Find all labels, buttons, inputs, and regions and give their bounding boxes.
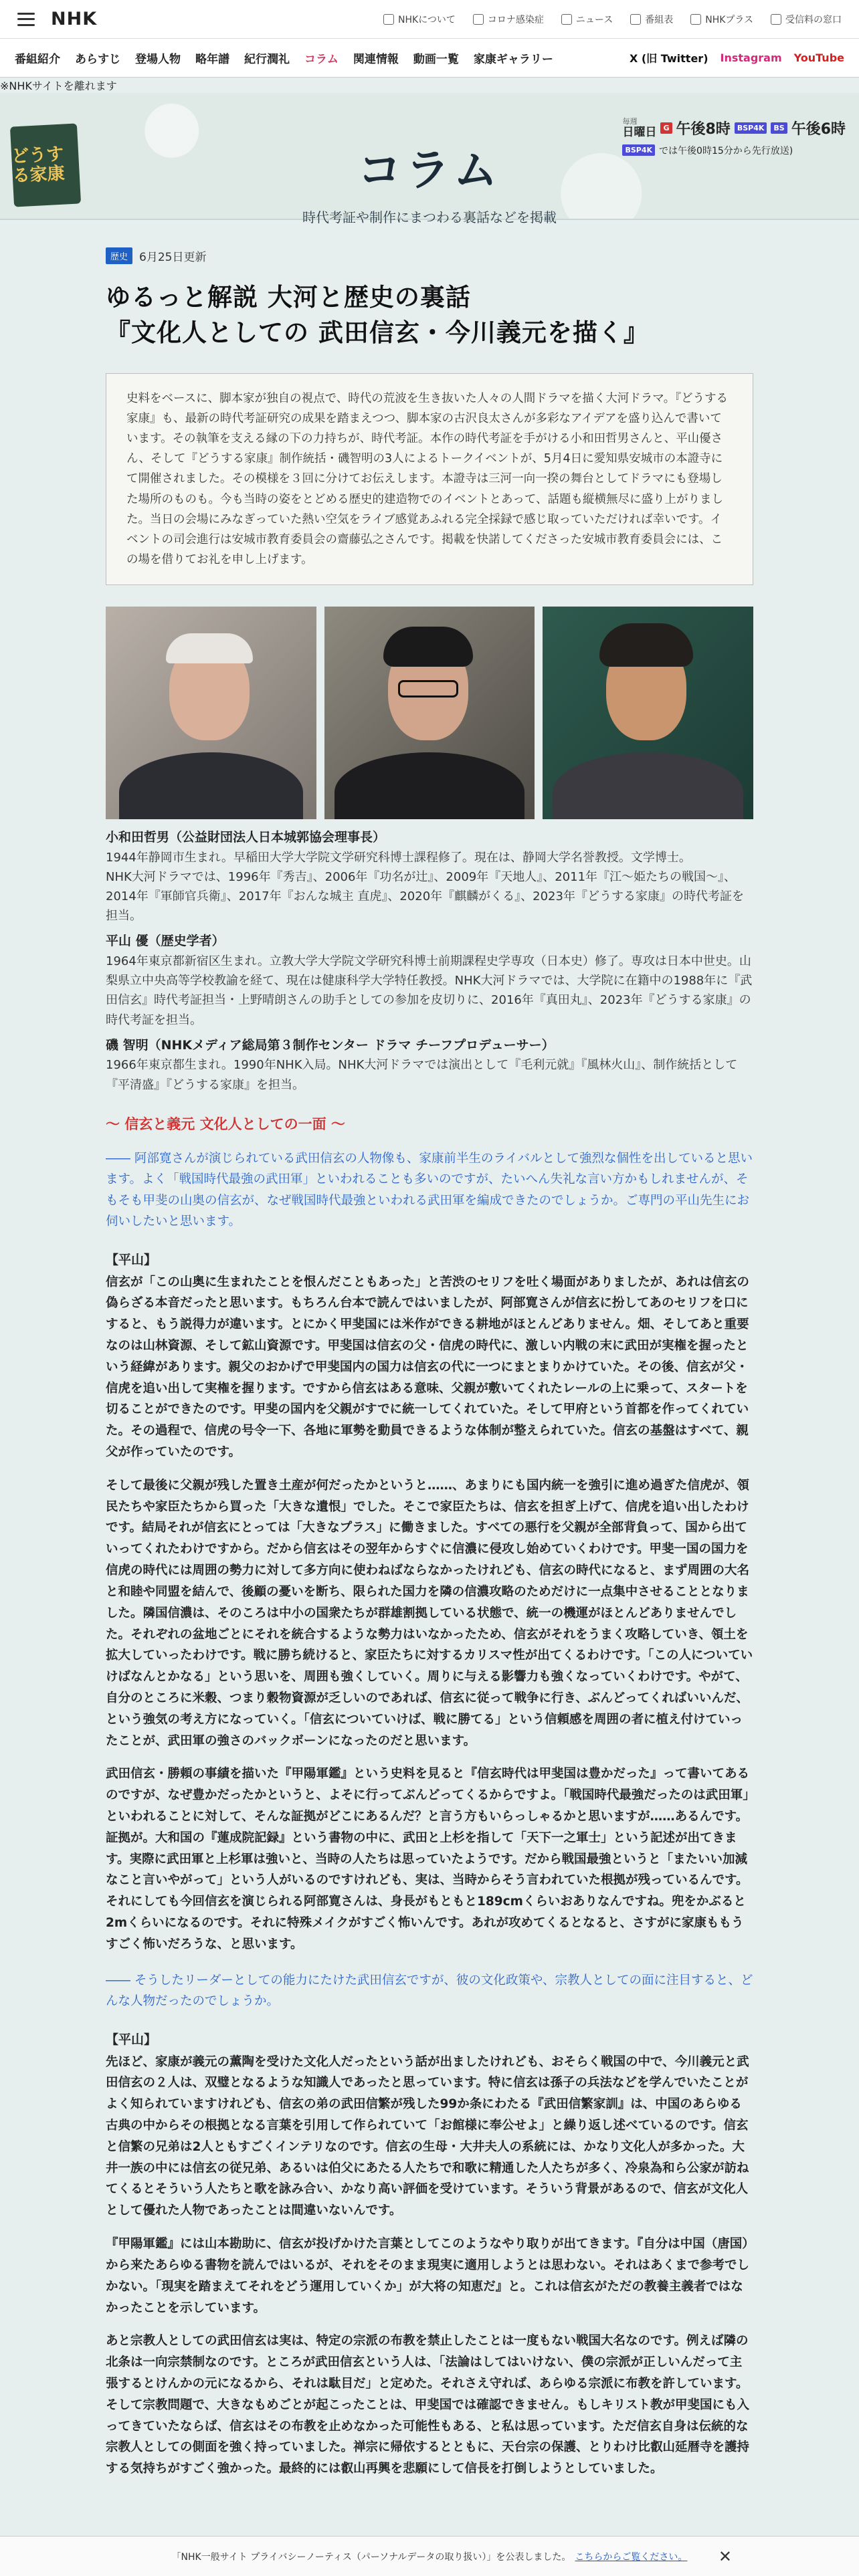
channel-bs-badge: BS [771,122,787,134]
page-title: コラム [357,144,502,196]
x-twitter-link[interactable]: X (旧 Twitter) [629,52,708,65]
photo-owada [106,607,316,819]
close-icon[interactable]: ✕ [718,2547,732,2566]
page-subtitle: 時代考証や制作にまつわる裏話などを掲載 [302,209,557,225]
menu-icon[interactable] [17,13,35,26]
link-icon [383,14,394,25]
program-logo[interactable]: どうする家康 [10,123,81,207]
link-covid[interactable]: コロナ感染症 [473,13,544,26]
answer-1-para-1: 信玄が「この山奥に生まれたことを恨んだこともあった」と苦渋のセリフを吐く場面がありましたが、あれは信玄の偽らざる本音だったと思います。もちろん台本で読んではいましたが、阿部寛さんが信玄に扮してあのセリフを口にすると、もう説得力が違います。とにかく甲斐国には米作ができる耕地がほとんどありません。畑、そしてあと重要なのは山林資源、そして鉱山資源です。甲斐国は信玄の父・信虎の時代に、激しい内戦の末に武田が実権を握ったという経緯があります。親父のおかげで甲斐国内の国力は信玄の代に一つにまとまりかけていた。その後、信玄が父・信虎を追い出して実権を握ります。ですから信玄はある意味、父親が敷いてくれたレールの上に乗って、スタートを切ることができたのです。甲斐の国内を父親がすでに統一してくれていた。そして甲府という首都を作ってくれていた。その過程で、信虎の号令一下、各地に軍勢を動員できるような体制が整えられていた。信玄の基盤はすべて、親父が作っていたのです。 [106,1275,749,1460]
answer-2-para-1: 先ほど、家康が義元の薫陶を受けた文化人だったという話が出ましたけれども、おそらく戦国の中で、今川義元と武田信玄の２人は、双璧となるような知識人であったと思っています。特に信玄は孫子の兵法などを学んでいたことがよく知られていますけれども、信玄の弟の武田信繁が残した99か条にわたる『武田信繁家訓』は、中国のあらゆる古典の中からその根拠となる言葉を引用して作られていて「お館様に奉公せよ」と繰り返し述べているのです。信玄と信繁の兄弟は2人ともすごくインテリなのです。信玄の生母・大井夫人の系統には、かなり文化人が多かった。大井一族の中には信玄の従兄弟、あるいは伯父にあたる人たちで和歌に精通した人たちが多く、冷泉為和ら公家が訪ねてくるとそういう人たちと歌を詠み合い、かなり高い評価を受けています。そういう背景があるので、信玄が文化人として優れた人物であったことは間違いないんです。 [106,2054,749,2218]
broadcast-schedule: 毎週 日曜日 G 午後8時 BSP4K BS 午後6時 BSP4K では午後0時15分から先行放送) [622,117,846,156]
nhk-logo[interactable]: NHK [51,9,98,29]
link-about-nhk[interactable]: NHKについて [383,13,456,26]
answer-1-para-2: そして最後に父親が残した置き土産が何だったかというと……、あまりにも国内統一を強引に進め過ぎた信虎が、領民たちや家臣たちから買った「大きな遺恨」でした。そこで家臣たちは、信玄を担ぎ上げて、信虎を追い出したわけです。結局それが信玄にとっては「大きなプラス」に働きました。すべての悪行を父親が全部背負って、国から出ていってくれたわけですから。だから信玄はその翌年からすぐに信濃に侵攻し始めていくわけです。甲斐一国の国力を信虎の時代には周囲の勢力に対して多方向に使わねばならなかったけれども、信玄の時代になると、まず周囲の大名と和睦や同盟を結んで、後顧の憂いを断ち、限られた国力を隣の信濃攻略のためだけに一点集中させることとなりました。隣国信濃は、そのころは中小の国衆たちが群雄割拠している状態で、統一の機運がほとんどありませんでした。それぞれの盆地ごとにそれを統合するような勢力はいなかったため、信玄がそれをうまく攻略していき、領土を拡大していったわけです。戦に勝ち続けると、家臣たちに対するカリスマ性が出てくるわけです。「この人についていけばなんとかなる」という思いを、周囲も強くしていく。周りに与える影響力も強くなっていくわけです。やがて、自分のところに米穀、つまり穀物資源が乏しいのであれば、信玄に従って戦争に行き、ぶんどってくればいいんだ、という強気の考え方になっていく。「信玄についていけば、戦に勝てる」という信頼感を周囲の者に植え付けていったことが、武田軍の強さのバックボーンになったのだと思います。 [106,1478,753,1748]
section-title: 〜 信玄と義元 文化人としての一面 〜 [106,1115,345,1132]
privacy-notice-text: 「NHK一般サイト プライバシーノーティス（パーソナルデータの取り扱い）」を公表しました。 [171,2551,571,2563]
channel-bsp4k-badge: BSP4K [735,122,767,134]
nav-travel[interactable]: 紀行潤礼 [244,53,290,66]
photo-iso [543,607,753,819]
global-links [383,13,842,26]
nav-related[interactable]: 関連情報 [353,53,399,66]
bio-name-owada: 小和田哲男（公益財団法人日本城郭協会理事長） [106,829,386,845]
link-icon [690,14,701,25]
channel-g-badge: G [660,122,672,134]
article-title: ゆるっと解説 大河と歴史の裏話 『文化人としての 武田信玄・今川義元を描く』 [106,283,649,347]
link-nhk-plus[interactable]: NHKプラス [690,13,753,26]
updated-date: 6月25日更新 [139,251,207,264]
youtube-link[interactable]: YouTube [793,51,844,64]
question-2: ―― そうしたリーダーとしての能力にたけた武田信玄ですが、彼の文化政策や、宗教人としての面に注目すると、どんな人物だったのでしょうか。 [106,1973,753,2009]
link-icon [561,14,572,25]
instagram-link[interactable]: Instagram [720,51,782,64]
nav-program-intro[interactable]: 番組紹介 [15,53,60,66]
nav-gallery[interactable]: 家康ギャラリー [473,53,553,66]
link-icon [630,14,641,25]
category-badge[interactable]: 歴史 [106,247,132,264]
bio-text-owada-1: 1944年静岡市生まれ。早稲田大学大学院文学研究科博士課程修了。現在は、静岡大学名誉教授。文学博士。 [106,850,691,865]
photo-hirayama [324,607,535,819]
link-schedule[interactable]: 番組表 [630,13,673,26]
answer-1-para-3: 武田信玄・勝頼の事績を描いた『甲陽軍鑑』という史料を見ると『信玄時代は甲斐国は豊かだった』って書いてあるのですが、なぜ豊かだったかというと、よそに行ってぶんどってくるからですよ。「戦国時代最強だったのは武田軍」といわれることに対して、そんな証拠がどこにあるんだ？と言う方もいらっしゃるかと思いますが……あるんです。証拠が。大和国の『蓮成院記録』という書物の中に、武田と上杉を指して「天下一之軍士」という記述が出てきます。実際に武田軍と上杉軍は強いと、当時の人たちは思っていたようです。だから戦国最強というと「またいい加減なこと言いやがって」という人がいるのですけれども、実は、当時からそう言われていた根拠が残っているんです。それにしても今回信玄を演じられる阿部寛さんは、身長がもともと189cmくらいおありなんですね。兜をかぶると2mくらいになるのです。それに特殊メイクがすごく怖いんです。あれが攻めてくるとなると、さすがに家康ももうすごく怖いだろうな、と思います。 [106,1767,750,1951]
global-header [0,0,859,39]
article [106,247,753,2480]
question-1: ―― 阿部寛さんが演じられている武田信玄の人物像も、家康前半生のライバルとして強烈な個性を出していると思います。よく「戦国時代最強の武田軍」といわれることも多いのですが、たいへん失礼な言い方かもしれませんが、そもそも甲斐の山奥の信玄が、なぜ戦国時代最強といわれる武田軍を編成できたのでしょうか。ご専門の平山先生にお伺いしたいと思います。 [106,1151,753,1229]
speaker-label-2: 【平山】 [106,2032,157,2047]
bio-text-owada-2: NHK大河ドラマでは、1996年『秀吉』、2006年『功名が辻』、2009年『天地人』、2011年『江〜姫たちの戦国〜』、2014年『軍師官兵衛』、2017年『おんな城主 直虎』、2020年『麒麟がくる』、2023年『どうする家康』の時代考証を担当。 [106,869,744,924]
bio-name-iso: 磯 智明（NHKメディア総局第３制作センター ドラマ チーフプロデューサー） [106,1037,555,1053]
intro-box: 史料をベースに、脚本家が独自の視点で、時代の荒波を生き抜いた人々の人間ドラマを描く大河ドラマ。『どうする家康』も、最新の時代考証研究の成果を踏まえつつ、脚本家の古沢良太さんが多彩なアイデアを盛り込んで書いています。その執筆を支える縁の下の力持ちが、時代考証。本作の時代考証を手がける小和田哲男さんと、平山優さん、そして『どうする家康』制作統括・磯智明の3人によるトークイベントが、5月4日に愛知県安城市の本證寺にて開催されました。その模様を３回に分けてお伝えします。本證寺は三河一向一揆の舞台としてドラマにも登場した場所のものも。今も当時の姿をとどめる歴史的建造物でのイベントとあって、話題も縦横無尽に盛り上がりました。当日の会場にみなぎっていた熱い空気をライブ感覚あふれる完全採録で感じ取っていただければ幸いです。イベントの司会進行は安城市教育委員会の齋藤弘之さんです。掲載を快諾してくださった安城市教育委員会には、この場を借りてお礼を申し上げます。 [106,373,753,585]
link-license-fee[interactable]: 受信料の窓口 [771,13,842,26]
speaker-label-1: 【平山】 [106,1252,157,1267]
program-nav [0,39,859,78]
privacy-notice-bar [0,2536,859,2576]
channel-bsp4k-badge-2: BSP4K [622,144,655,156]
bio-text-hirayama: 1964年東京都新宿区生まれ。立教大学大学院文学研究科博士前期課程史学専攻（日本史）修了。専攻は日本中世史。山梨県立中央高等学校教諭を経て、現在は健康科学大学特任教授。NHK大河ドラマでは、大学院に在籍中の1988年に『武田信玄』時代考証担当・上野晴朗さんの助手としての参加を皮切りに、2016年『真田丸』、2023年『どうする家康』の時代考証を担当。 [106,954,753,1027]
nav-column[interactable]: コラム [304,53,339,66]
bio-text-iso: 1966年東京都生まれ。1990年NHK入局。NHK大河ドラマでは演出として『毛利元就』『風林火山』、制作統括として『平清盛』『どうする家康』を担当。 [106,1058,738,1092]
nav-characters[interactable]: 登場人物 [135,53,181,66]
article-meta [106,247,753,264]
speaker-photos [106,607,753,819]
nav-videos[interactable]: 動画一覧 [413,53,459,66]
answer-2-para-2: 『甲陽軍鑑』には山本勘助に、信玄が投げかけた言葉としてこのようなやり取りが出てきます。『自分は中国（唐国）から来たあらゆる書物を読んではいるが、それをそのまま現実に適用しようとは思わない。それはあくまで参考でしかない。「現実を踏まえてそれをどう運用していくか」が大将の知恵だ』と。これは信玄がただの教養主義者ではなかったことを示しています。 [106,2237,750,2315]
nav-chronology[interactable]: 略年譜 [195,53,229,66]
external-note: ※NHKサイトを離れます [0,80,117,92]
link-icon [473,14,484,25]
link-news[interactable]: ニュース [561,13,613,26]
privacy-notice-link[interactable]: こちらからご覧ください。 [575,2551,688,2563]
social-links [630,50,844,66]
nav-synopsis[interactable]: あらすじ [75,53,120,66]
speaker-bios [106,827,753,1095]
link-icon [771,14,781,25]
bio-name-hirayama: 平山 優（歴史学者） [106,934,225,949]
answer-2-para-3: あと宗教人としての武田信玄は実は、特定の宗派の布教を禁止したことは一度もない戦国大名なのです。例えば隣の北条は一向宗禁制なのです。ところが武田信玄という人は、「法論はしてはいけない、僕の宗派が正しいんだって主張するとけんかの元になるから、それは駄目だ」と定めた。それさえ守れば、あらゆる宗派に布教を許しています。そして宗教問題で、大きなもめごとが起こったことは、甲斐国では確認できません。もしキリスト教が甲斐国にも入ってきていたならば、信玄はその布教を止めなかった可能性もある、と私は思っています。ただ信玄自身は伝統的な宗教人としての側面を強く持っていました。禅宗に帰依するとともに、天台宗の保護、とりわけ比叡山延暦寺を護持する気持ちがすごく強かった。最終的には叡山再興を悲願にして信長を打倒しようとしていました。 [106,2334,750,2476]
